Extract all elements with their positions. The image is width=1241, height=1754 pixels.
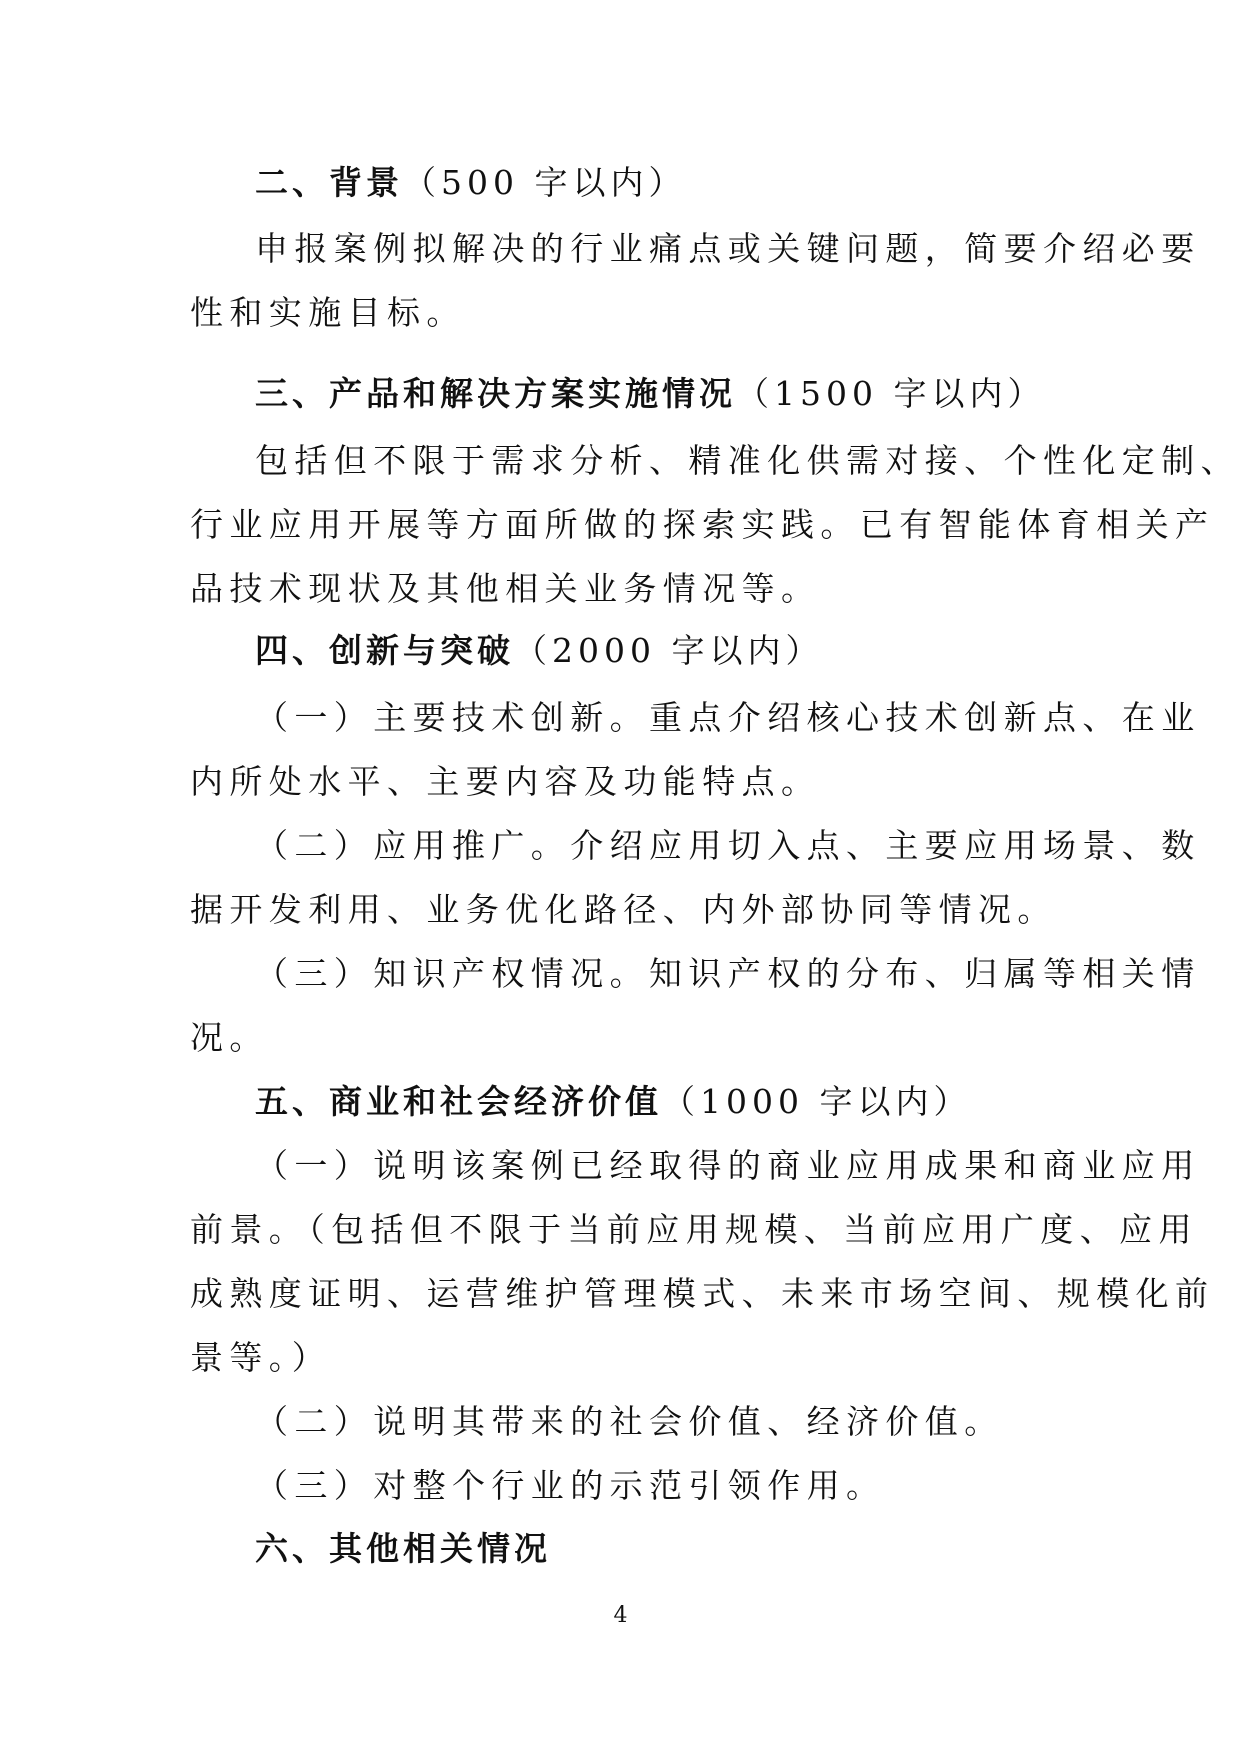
section-heading-value	[255, 1080, 1060, 1124]
body-text-line: （三）对整个行业的示范引领作用。	[255, 1466, 886, 1505]
section-title: 五、商业和社会经济价值	[255, 1082, 662, 1121]
body-text-line: 内所处水平、主要内容及功能特点。	[190, 762, 821, 801]
body-text-line: （一）主要技术创新。重点介绍核心技术创新点、在业	[255, 698, 1201, 737]
body-text-line: 品技术现状及其他相关业务情况等。	[190, 569, 821, 608]
section-title: 四、创新与突破	[255, 631, 514, 670]
word-limit-note: （1000 字以内）	[662, 1082, 972, 1121]
section-heading-solution	[255, 372, 1060, 416]
word-limit-note: （500 字以内）	[403, 163, 687, 202]
body-text-line: 性和实施目标。	[190, 293, 466, 332]
body-text-line: 包括但不限于需求分析、精准化供需对接、个性化定制、	[255, 441, 1240, 480]
body-text-line: （二）应用推广。介绍应用切入点、主要应用场景、数	[255, 826, 1201, 865]
body-text-line: 据开发利用、业务优化路径、内外部协同等情况。	[190, 890, 1057, 929]
word-limit-note: （1500 字以内）	[736, 374, 1046, 413]
body-text-line: 前景。（包括但不限于当前应用规模、当前应用广度、应用	[190, 1210, 1198, 1249]
section-title: 三、产品和解决方案实施情况	[255, 374, 736, 413]
body-text-line: 景等。）	[190, 1338, 332, 1377]
word-limit-note: （2000 字以内）	[514, 631, 824, 670]
body-text-line: （一）说明该案例已经取得的商业应用成果和商业应用	[255, 1146, 1201, 1185]
body-text-line: 行业应用开展等方面所做的探索实践。已有智能体育相关产	[190, 505, 1215, 544]
body-text-line: 成熟度证明、运营维护管理模式、未来市场空间、规模化前	[190, 1274, 1215, 1313]
section-title: 二、背景	[255, 163, 403, 202]
body-text-line: （二）说明其带来的社会价值、经济价值。	[255, 1402, 1004, 1441]
section-title: 六、其他相关情况	[255, 1529, 551, 1568]
body-text-line: 申报案例拟解决的行业痛点或关键问题，简要介绍必要	[255, 229, 1201, 268]
body-text-line: 况。	[190, 1018, 269, 1057]
page-number: 4	[613, 1603, 628, 1628]
body-text-line: （三）知识产权情况。知识产权的分布、归属等相关情	[255, 954, 1201, 993]
section-heading-background	[255, 161, 1060, 205]
section-heading-other	[255, 1527, 1060, 1571]
section-heading-innovation	[255, 629, 1060, 673]
